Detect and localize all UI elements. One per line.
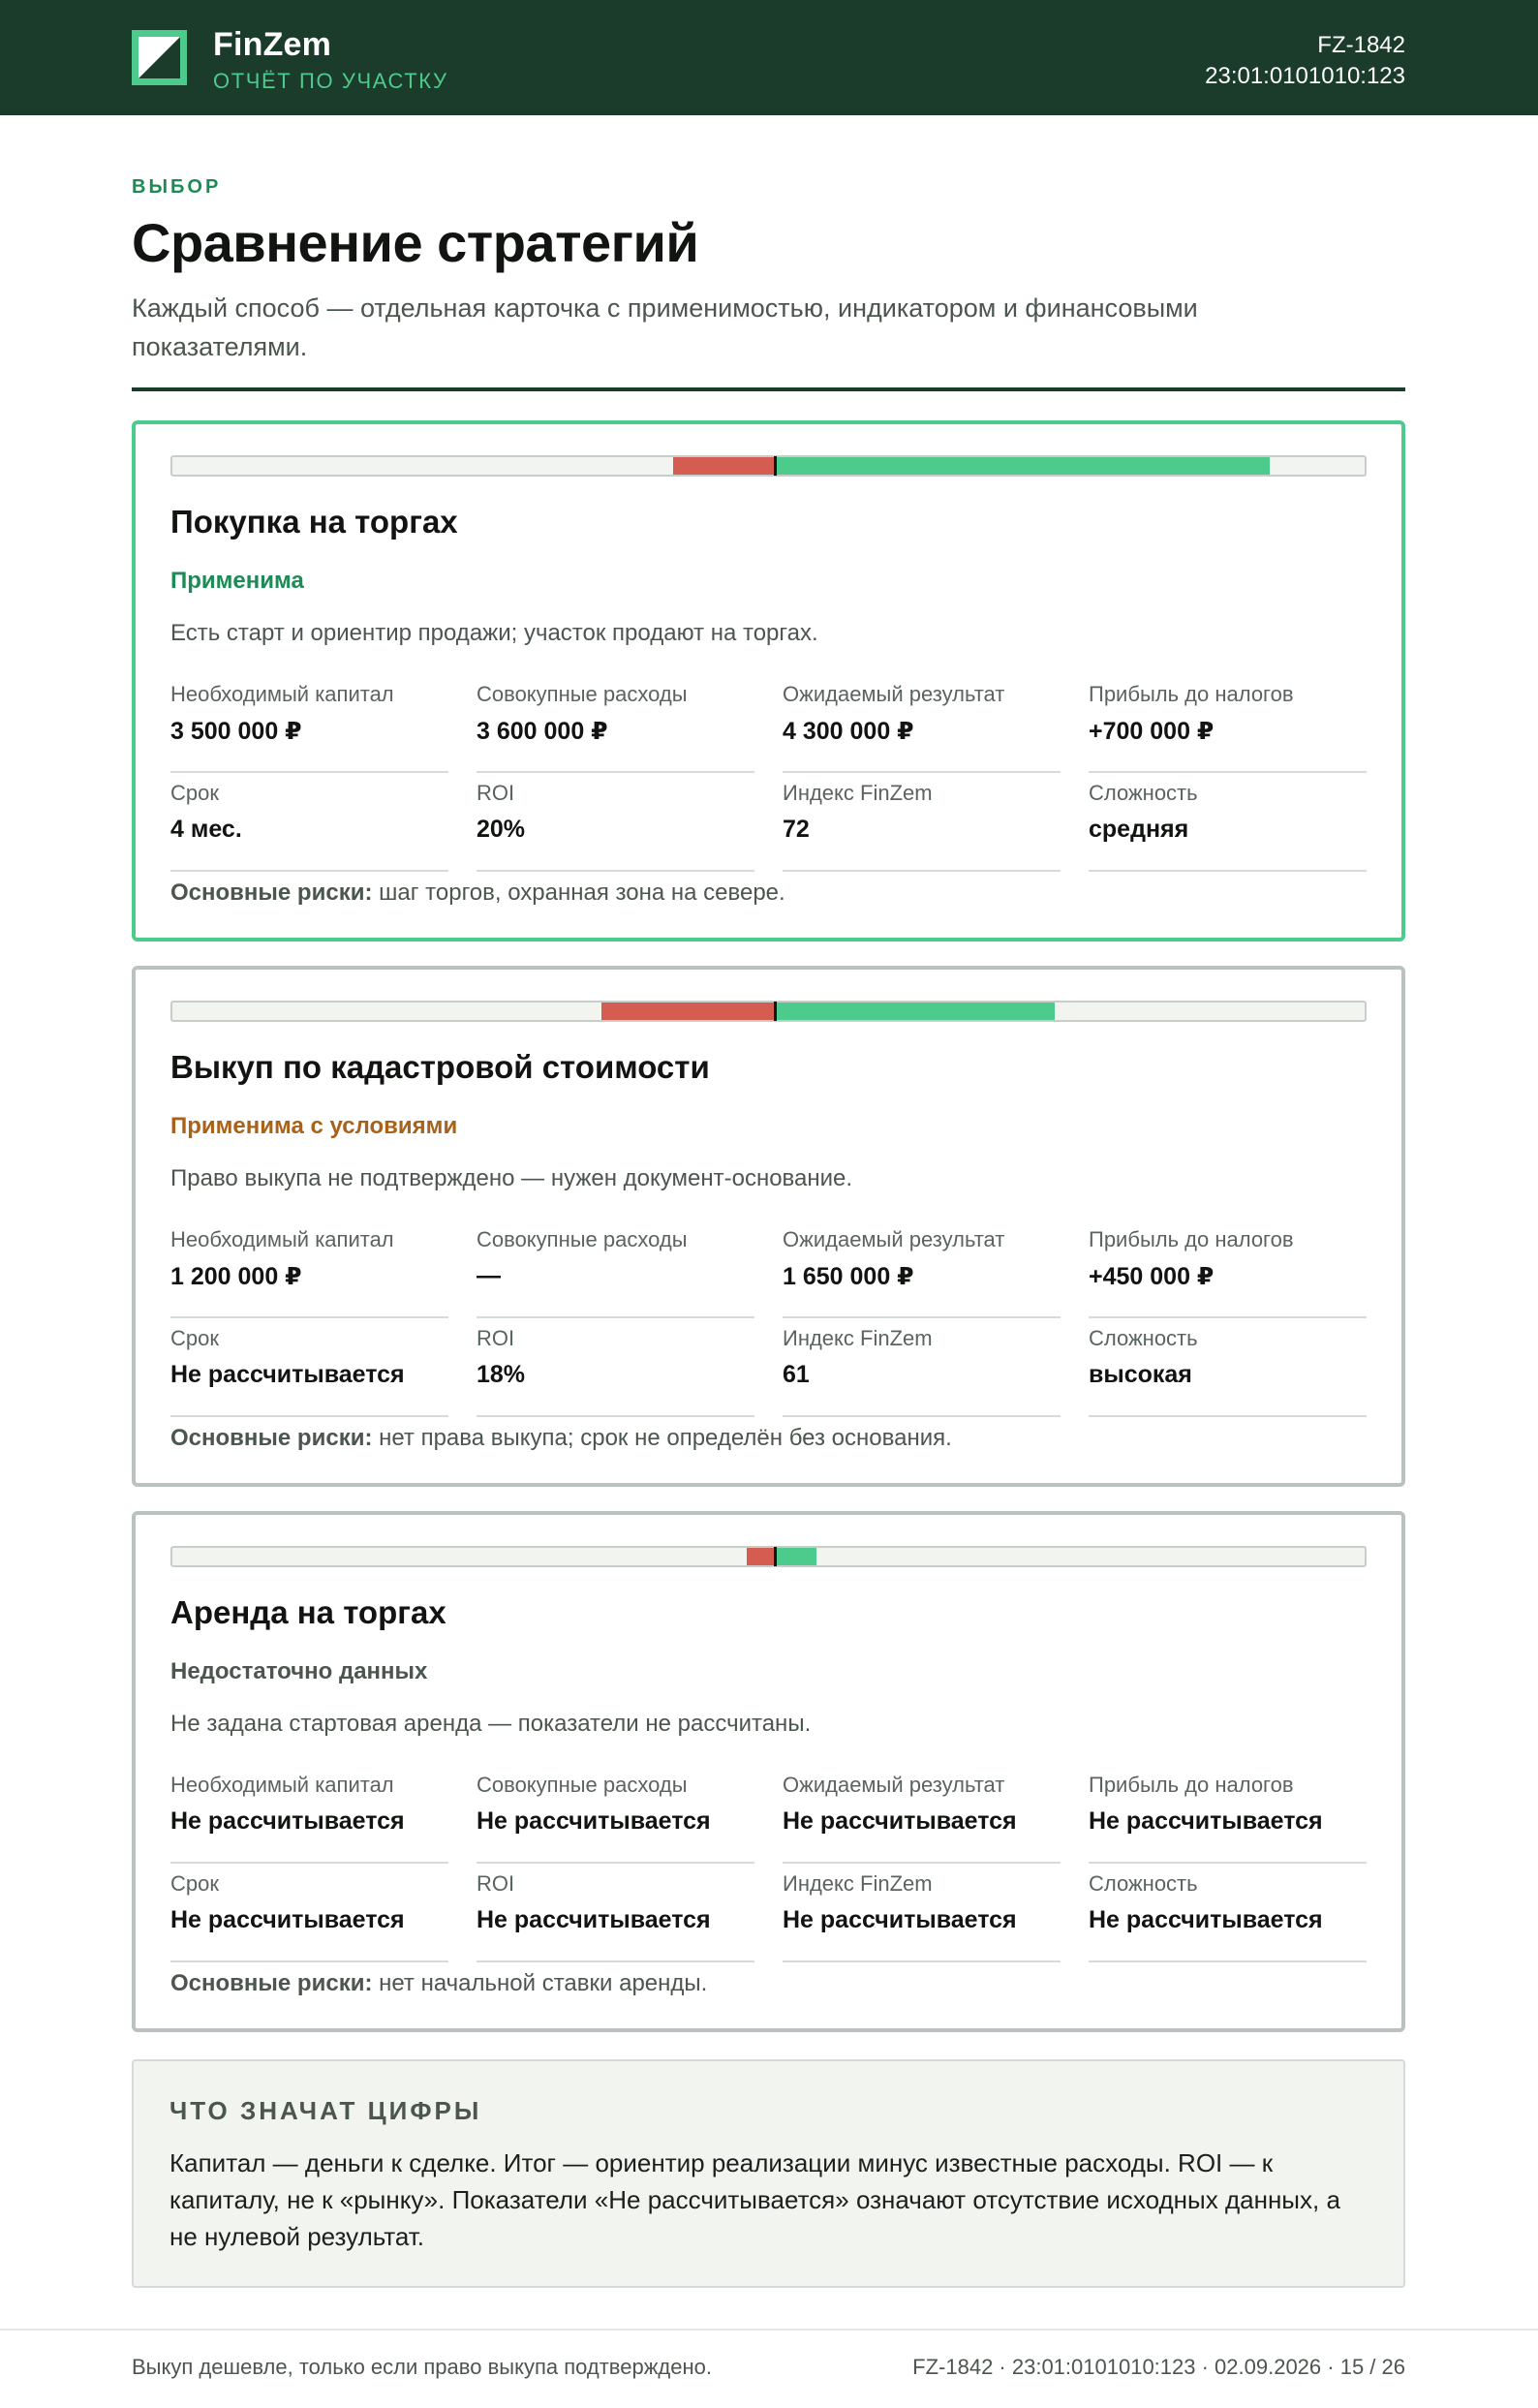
metric-profit [1089,674,1367,773]
metric-value: 4 мес. [170,816,242,843]
metric-term [170,1318,448,1417]
metric-roi [477,1864,754,1962]
metric-finzem-index [783,1864,1061,1962]
indicator-center-marker [774,1002,777,1021]
card-description: Не задана стартовая аренда — показатели не рассчитаны. [170,1711,812,1737]
metric-value: 20% [477,816,526,843]
card-risks [170,1425,952,1452]
brand-subtitle: ОТЧЁТ ПО УЧАСТКУ [213,69,448,93]
indicator-negative-segment [673,457,775,475]
metric-label: Прибыль до налогов [1089,1227,1294,1251]
metric-roi [477,1318,754,1417]
page-lead: Каждый способ — отдельная карточка с применимостью, индикатором и финансовыми показателями. [132,293,1198,361]
metric-complexity [1089,1864,1367,1962]
metric-expected-result [783,1765,1061,1864]
metric-value: Не рассчитывается [170,1361,405,1388]
metric-label: Ожидаемый результат [783,1227,1005,1251]
card-risks [170,1970,707,1997]
explanation-text: Капитал — деньги к сделке. Итог — ориентир реализации минус известные расходы. ROI — к капиталу, не к «рынку». Показатели «Не рассчитывается» означают отсутствие исходных данных, а не нулевой результат. [169,2148,1340,2251]
metric-value: — [477,1262,501,1289]
metric-value: 3 500 000 ₽ [170,718,302,745]
metric-finzem-index [783,773,1061,872]
metric-capital [170,1219,448,1318]
strategy-indicator-bar [170,455,1367,477]
explanation-title: ЧТО ЗНАЧАТ ЦИФРЫ [169,2096,482,2125]
indicator-positive-segment [775,457,1270,475]
metric-value: Не рассчитывается [170,1906,405,1933]
metric-value: 1 650 000 ₽ [783,1263,914,1290]
metric-label: Необходимый капитал [170,1227,394,1251]
metric-label: Сложность [1089,1871,1198,1896]
metric-label: Необходимый капитал [170,1773,394,1797]
metric-label: Срок [170,1326,219,1350]
metric-value: Не рассчитывается [477,1807,711,1835]
card-description: Есть старт и ориентир продажи; участок продают на торгах. [170,620,818,646]
metric-label: Необходимый капитал [170,682,394,706]
metric-value: Не рассчитывается [783,1807,1017,1835]
indicator-negative-segment [747,1548,774,1565]
metric-label: ROI [477,1326,515,1350]
metric-complexity [1089,773,1367,872]
applicability-status: Применима с условиями [170,1113,458,1139]
card-title: Покупка на торгах [170,504,458,540]
brand-name: FinZem [213,26,332,63]
footer-meta: FZ-1842 · 23:01:0101010:123 · 02.09.2026 · 15 / 26 [912,2355,1405,2379]
card-risks [170,880,785,907]
section-eyebrow: ВЫБОР [132,176,222,198]
metric-value: 3 600 000 ₽ [477,718,608,745]
metric-label: Сложность [1089,1326,1198,1350]
indicator-center-marker [774,456,777,476]
strategy-card-auction-lease [132,1511,1405,2032]
metric-label: Ожидаемый результат [783,1773,1005,1797]
indicator-center-marker [774,1547,777,1566]
metric-label: Прибыль до налогов [1089,1773,1294,1797]
metric-roi [477,773,754,872]
strategy-card-cadastral-buyout [132,966,1405,1487]
metric-total-costs [477,674,754,773]
metric-label: ROI [477,781,515,805]
metric-term [170,1864,448,1962]
metric-label: Сложность [1089,781,1198,805]
card-title: Аренда на торгах [170,1594,446,1630]
metric-expected-result [783,674,1061,773]
metric-value: +700 000 ₽ [1089,718,1215,745]
indicator-positive-segment [775,1548,816,1565]
metric-term [170,773,448,872]
strategy-card-auction-purchase [132,420,1405,942]
page-title: Сравнение стратегий [132,212,699,273]
risks-label: Основные риски: [170,1970,373,1996]
metric-label: Индекс FinZem [783,781,933,805]
metric-label: ROI [477,1871,515,1896]
cadastral-number: 23:01:0101010:123 [1205,63,1405,89]
metrics-grid [170,1219,1367,1417]
indicator-positive-segment [775,1003,1055,1020]
metric-value: Не рассчитывается [477,1906,711,1933]
metric-value: 72 [783,816,810,843]
card-title: Выкуп по кадастровой стоимости [170,1049,710,1085]
footer-note: Выкуп дешевле, только если право выкупа подтверждено. [132,2355,712,2379]
applicability-status: Недостаточно данных [170,1658,428,1684]
section-divider [132,387,1405,391]
metric-complexity [1089,1318,1367,1417]
metric-value: 61 [783,1361,810,1388]
risks-text: шаг торгов, охранная зона на севере. [379,880,785,906]
metric-label: Совокупные расходы [477,682,688,706]
risks-label: Основные риски: [170,880,373,906]
risks-text: нет права выкупа; срок не определён без основания. [379,1425,952,1451]
applicability-status: Применима [170,568,304,594]
strategy-indicator-bar [170,1001,1367,1022]
metric-value: 4 300 000 ₽ [783,718,914,745]
explanation-box [132,2059,1405,2288]
card-description: Право выкупа не подтверждено — нужен документ-основание. [170,1165,853,1191]
metric-label: Прибыль до налогов [1089,682,1294,706]
report-id: FZ-1842 [1317,32,1405,58]
metric-value: высокая [1089,1361,1192,1388]
metric-label: Ожидаемый результат [783,682,1005,706]
metric-finzem-index [783,1318,1061,1417]
metric-value: +450 000 ₽ [1089,1263,1215,1290]
metric-value: 1 200 000 ₽ [170,1263,302,1290]
metrics-grid [170,1765,1367,1962]
risks-text: нет начальной ставки аренды. [379,1970,708,1996]
metric-label: Совокупные расходы [477,1227,688,1251]
metric-profit [1089,1765,1367,1864]
risks-label: Основные риски: [170,1425,373,1451]
metric-value: Не рассчитывается [170,1807,405,1835]
metric-label: Срок [170,1871,219,1896]
metric-label: Срок [170,781,219,805]
metric-value: средняя [1089,816,1189,843]
header-meta [1205,30,1405,92]
footer-divider [0,2329,1538,2331]
report-header [0,0,1538,115]
metric-profit [1089,1219,1367,1318]
metric-label: Индекс FinZem [783,1871,933,1896]
metric-value: Не рассчитывается [1089,1807,1323,1835]
metric-label: Совокупные расходы [477,1773,688,1797]
metric-value: Не рассчитывается [1089,1906,1323,1933]
metric-capital [170,674,448,773]
metric-total-costs [477,1219,754,1318]
strategy-indicator-bar [170,1546,1367,1567]
metric-capital [170,1765,448,1864]
finzem-logo-icon [132,30,187,85]
metric-label: Индекс FinZem [783,1326,933,1350]
metric-value: 18% [477,1361,526,1388]
metric-total-costs [477,1765,754,1864]
metrics-grid [170,674,1367,872]
metric-expected-result [783,1219,1061,1318]
indicator-negative-segment [601,1003,774,1020]
metric-value: Не рассчитывается [783,1906,1017,1933]
